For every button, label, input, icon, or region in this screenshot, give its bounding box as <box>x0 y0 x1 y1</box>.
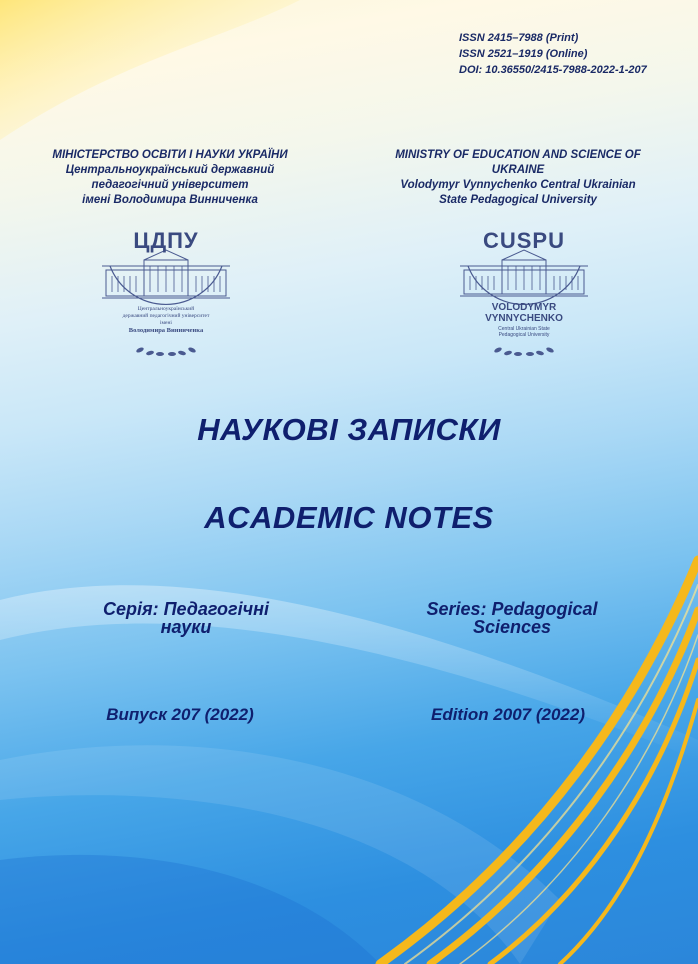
series-ua: Серія: Педагогічні науки <box>102 599 270 637</box>
university-line3-ua: імені Володимира Винниченка <box>82 194 258 206</box>
ministry-name-en: MINISTRY OF EDUCATION AND SCIENCE OF UKRAINE <box>395 149 641 176</box>
header-english <box>368 148 668 208</box>
laurel-icon <box>494 346 555 356</box>
issn-print: ISSN 2415–7988 (Print) <box>459 32 579 44</box>
issn-online: ISSN 2521–1919 (Online) <box>459 48 588 60</box>
university-line1-en: Volodymyr Vynnychenko Central Ukrainian <box>400 179 636 191</box>
ministry-name-ua: МІНІСТЕРСТВО ОСВІТИ І НАУКИ УКРАЇНИ <box>52 149 288 161</box>
dark-swoosh-shape <box>0 855 380 964</box>
header-ukrainian <box>20 148 320 208</box>
journal-title-en: ACADEMIC NOTES <box>204 500 494 535</box>
edition-ua: Випуск 207 (2022) <box>106 705 254 724</box>
university-line2-ua: педагогічний університет <box>91 179 249 191</box>
university-line1-ua: Центральноукраїнський державний <box>65 164 275 176</box>
logo-acronym-ua: ЦДПУ <box>133 228 199 253</box>
journal-title-ua: НАУКОВІ ЗАПИСКИ <box>197 412 501 447</box>
identifiers-block <box>459 30 647 78</box>
series-en: Series: Pedagogical Sciences <box>426 599 598 637</box>
doi: DOI: 10.36550/2415-7988-2022-1-207 <box>459 64 647 76</box>
edition-en: Edition 2007 (2022) <box>430 705 585 724</box>
university-line2-en: State Pedagogical University <box>439 194 597 206</box>
yellow-glow-shape <box>0 0 300 140</box>
logo-acronym-en: CUSPU <box>482 228 565 253</box>
university-logo-en <box>454 226 594 362</box>
logo-caption-ua: Центральноукраїнський державний педагогічний університет імені Володимира Винниченка <box>122 306 210 334</box>
logo-caption-en: VOLODYMYR VYNNYCHENKO Central Ukrainian State Pedagogical University <box>485 302 563 338</box>
laurel-icon <box>136 346 197 356</box>
university-logo-ua <box>96 226 236 362</box>
